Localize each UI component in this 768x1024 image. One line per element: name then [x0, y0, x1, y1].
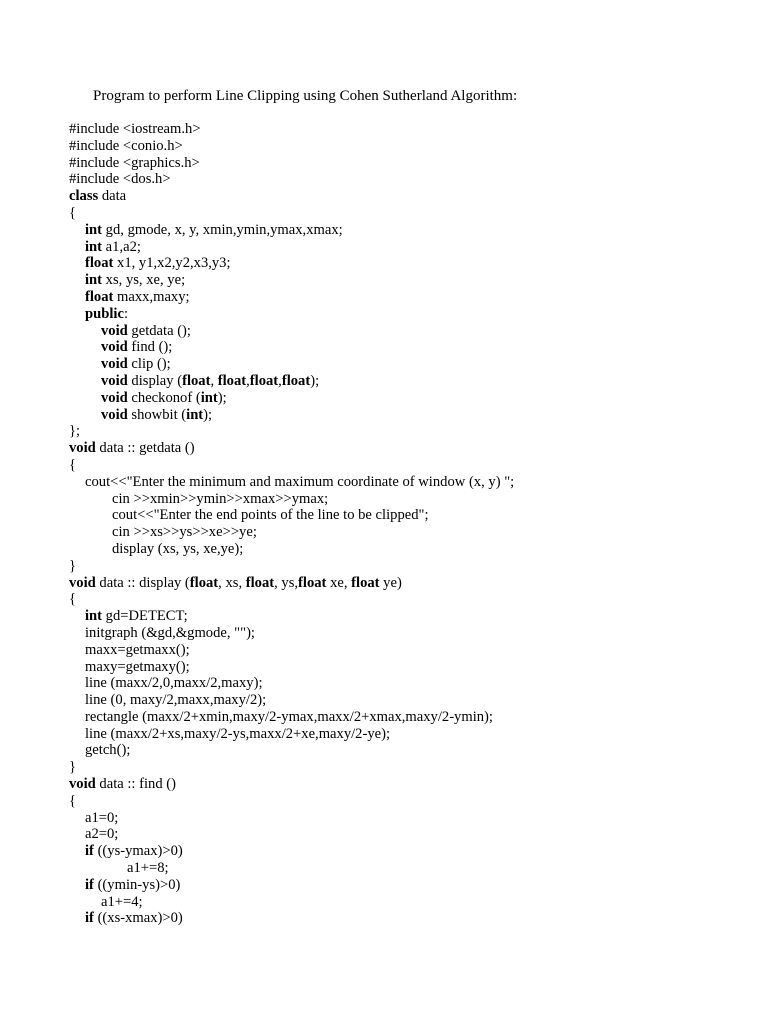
code-keyword: if [85, 910, 94, 927]
code-text: cout<<"Enter the end points of the line to be clipped"; [112, 507, 429, 524]
code-text: ); [310, 372, 320, 389]
code-keyword: void [101, 406, 128, 423]
code-keyword: int [85, 221, 103, 238]
code-text: x1, y1,x2,y2,x3,y3; [113, 255, 231, 272]
code-keyword: void [69, 574, 96, 591]
code-keyword: int [186, 406, 204, 423]
code-text: showbit ( [127, 406, 187, 423]
code-text: cin >>xs>>ys>>xe>>ye; [112, 524, 257, 541]
code-line [69, 910, 514, 927]
code-text: a1+=4; [101, 893, 143, 910]
code-keyword: if [85, 876, 94, 893]
code-text: cout<<"Enter the minimum and maximum coordinate of window (x, y) "; [85, 473, 515, 490]
code-keyword: int [85, 238, 103, 255]
code-line [69, 558, 514, 575]
code-line [69, 222, 514, 239]
code-text: ((xs-xmax)>0) [93, 910, 183, 927]
code-line [69, 894, 514, 911]
code-line [69, 575, 514, 592]
document-title: Program to perform Line Clipping using Cohen Sutherland Algorithm: [93, 88, 518, 104]
code-line [69, 826, 514, 843]
code-text: maxx,maxy; [113, 288, 190, 305]
code-line [69, 491, 514, 508]
code-text: display ( [127, 372, 183, 389]
code-keyword: void [101, 389, 128, 406]
code-keyword: int [85, 272, 103, 289]
code-keyword: float [249, 372, 279, 389]
code-keyword: float [217, 372, 247, 389]
code-text: a1,a2; [102, 238, 141, 255]
code-line [69, 776, 514, 793]
code-keyword: void [69, 440, 96, 457]
code-line [69, 373, 514, 390]
code-line [69, 188, 514, 205]
code-text: ); [217, 389, 227, 406]
code-line [69, 810, 514, 827]
code-line [69, 339, 514, 356]
code-text: ((ymin-ys)>0) [93, 876, 181, 893]
code-text: maxx=getmaxx(); [85, 641, 190, 658]
code-line [69, 272, 514, 289]
code-listing [69, 121, 514, 927]
code-text: initgraph (&gd,&gmode, ""); [85, 624, 255, 641]
code-keyword: float [189, 574, 219, 591]
code-text: data [98, 188, 127, 205]
code-text: #include <iostream.h> [69, 121, 201, 137]
code-text: rectangle (maxx/2+xmin,maxy/2-ymax,maxx/2+xmax,maxy/2-ymin); [85, 708, 493, 725]
code-line [69, 793, 514, 810]
code-text: a1+=8; [127, 860, 169, 877]
code-text: } [69, 557, 77, 574]
code-text: gd, gmode, x, y, xmin,ymin,ymax,xmax; [102, 221, 343, 238]
code-text: data :: display ( [95, 574, 190, 591]
code-text: xs, ys, xe, ye; [102, 272, 186, 289]
code-text: }; [69, 423, 81, 440]
code-keyword: float [281, 372, 311, 389]
code-text: ye) [379, 574, 402, 591]
code-text: clip (); [127, 356, 171, 373]
code-keyword: if [85, 843, 94, 860]
code-line [69, 608, 514, 625]
code-line [69, 239, 514, 256]
code-text: , xs, [218, 574, 246, 591]
code-keyword: class [69, 188, 99, 205]
code-line [69, 407, 514, 424]
code-line [69, 591, 514, 608]
code-keyword: void [101, 356, 128, 373]
code-line [69, 860, 514, 877]
code-text: ((ys-ymax)>0) [93, 843, 183, 860]
code-text: maxy=getmaxy(); [85, 658, 190, 675]
code-line [69, 356, 514, 373]
code-text: xe, [326, 574, 352, 591]
code-keyword: float [351, 574, 380, 591]
code-text: data :: find () [95, 776, 177, 793]
code-text: find (); [127, 339, 173, 356]
code-line [69, 323, 514, 340]
code-line [69, 474, 514, 491]
code-keyword: float [182, 372, 211, 389]
code-text: , [210, 372, 218, 389]
code-text: { [69, 456, 77, 473]
code-line [69, 440, 514, 457]
code-text: { [69, 792, 77, 809]
code-keyword: float [85, 288, 114, 305]
code-line [69, 843, 514, 860]
code-text: , [246, 372, 250, 389]
code-text: getch(); [85, 742, 131, 759]
code-line [69, 759, 514, 776]
code-line [69, 507, 514, 524]
code-text: #include <graphics.h> [69, 154, 200, 171]
code-text: getdata (); [127, 322, 191, 339]
code-line [69, 457, 514, 474]
code-text: cin >>xmin>>ymin>>xmax>>ymax; [112, 490, 329, 507]
code-keyword: public [85, 305, 124, 322]
code-keyword: void [101, 372, 128, 389]
code-line [69, 155, 514, 172]
code-text: line (maxx/2,0,maxx/2,maxy); [85, 675, 263, 692]
code-line [69, 390, 514, 407]
code-text: a2=0; [85, 826, 119, 843]
code-line [69, 205, 514, 222]
code-text: gd=DETECT; [102, 608, 188, 625]
code-line [69, 255, 514, 272]
code-keyword: void [101, 322, 128, 339]
code-text: checkonof ( [127, 389, 201, 406]
code-line [69, 541, 514, 558]
code-line [69, 306, 514, 323]
code-text: { [69, 204, 77, 221]
code-line [69, 877, 514, 894]
code-line [69, 742, 514, 759]
code-text: #include <dos.h> [69, 171, 171, 188]
code-keyword: void [69, 776, 96, 793]
code-keyword: int [85, 608, 103, 625]
code-keyword: float [298, 574, 327, 591]
code-line [69, 709, 514, 726]
code-text: } [69, 759, 77, 776]
code-text: display (xs, ys, xe,ye); [112, 540, 244, 557]
code-keyword: int [200, 389, 218, 406]
code-text: a1=0; [85, 809, 119, 826]
code-text: data :: getdata () [95, 440, 195, 457]
code-text: { [69, 591, 77, 608]
code-line [69, 625, 514, 642]
code-keyword: void [101, 339, 128, 356]
code-line [69, 642, 514, 659]
code-line [69, 659, 514, 676]
code-text: : [123, 305, 128, 322]
code-text: , [278, 372, 282, 389]
code-text: ); [203, 406, 213, 423]
code-keyword: float [85, 255, 114, 272]
code-text: #include <conio.h> [69, 137, 183, 154]
code-line [69, 692, 514, 709]
code-text: line (0, maxy/2,maxx,maxy/2); [85, 692, 267, 709]
code-line [69, 171, 514, 188]
code-line [69, 289, 514, 306]
code-line [69, 121, 514, 138]
code-text: , ys, [274, 574, 299, 591]
code-line [69, 675, 514, 692]
code-line [69, 138, 514, 155]
code-line [69, 726, 514, 743]
code-line [69, 423, 514, 440]
code-line [69, 524, 514, 541]
code-text: line (maxx/2+xs,maxy/2-ys,maxx/2+xe,maxy/2-ye); [85, 725, 391, 742]
code-keyword: float [245, 574, 275, 591]
